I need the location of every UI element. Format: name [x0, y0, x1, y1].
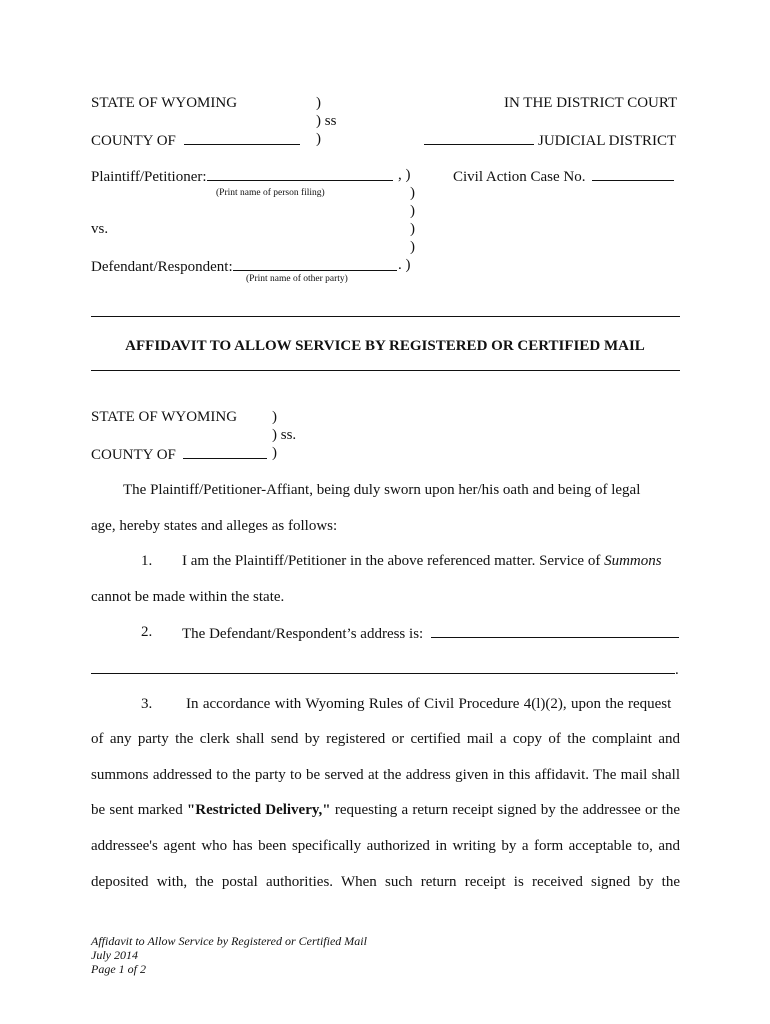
address-line-2	[91, 659, 679, 679]
civil-action-label: Civil Action Case No.	[453, 169, 586, 185]
caption-county-label: COUNTY OF	[91, 133, 176, 149]
case-number-blank[interactable]	[592, 166, 674, 181]
plaintiff-label: Plaintiff/Petitioner:	[91, 169, 207, 185]
item-3-number: 3.	[141, 696, 153, 712]
venue-county-blank[interactable]	[183, 444, 267, 459]
caption-county	[91, 130, 300, 150]
civil-action-line	[453, 166, 674, 186]
venue-state: STATE OF WYOMING	[91, 409, 238, 425]
defendant-line	[91, 256, 397, 276]
footer-date: July 2014	[91, 948, 138, 962]
plaintiff-paren: , )	[398, 167, 411, 183]
intro-line-1: The Plaintiff/Petitioner-Affiant, being duly sworn upon her/his oath and being of legal	[123, 482, 641, 498]
judicial-district-label: JUDICIAL DISTRICT	[538, 133, 677, 149]
footer-page: Page 1 of 2	[91, 962, 146, 976]
venue-paren: )	[272, 409, 277, 425]
venue-county-label: COUNTY OF	[91, 447, 176, 463]
title-rule-top	[91, 316, 680, 317]
caption-ss: ) ss	[316, 113, 337, 129]
item-1-body: I am the Plaintiff/Petitioner in the above referenced matter. Service of	[182, 553, 601, 569]
item-3-line-3: summons addressed to the party to be served at the address given in this affidavit. The mail shall	[91, 767, 680, 783]
address-blank-1[interactable]	[431, 623, 679, 638]
item-3-line-4-post: requesting a return receipt signed by the addressee or the	[334, 802, 680, 818]
item-3-line-5: addressee's agent who has been specifically authorized in writing by a form acceptable to, and	[91, 838, 680, 854]
plaintiff-line	[91, 166, 393, 186]
district-blank[interactable]	[424, 130, 534, 145]
plaintiff-blank[interactable]	[207, 166, 393, 181]
caption-paren: )	[410, 239, 415, 255]
county-blank[interactable]	[184, 130, 300, 145]
item-3-line-6: deposited with, the postal authorities. When such return receipt is received signed by the	[91, 874, 680, 890]
footer-title: Affidavit to Allow Service by Registered or Certified Mail	[91, 934, 367, 948]
defendant-label: Defendant/Respondent:	[91, 259, 233, 275]
title-rule-bottom	[91, 370, 680, 371]
address-end: .	[675, 662, 679, 678]
plaintiff-hint: (Print name of person filing)	[216, 188, 325, 198]
venue-county	[91, 444, 267, 464]
item-1-continuation: cannot be made within the state.	[91, 589, 285, 605]
defendant-blank[interactable]	[233, 256, 397, 271]
item-3-line-4	[91, 802, 680, 819]
address-blank-2[interactable]	[91, 659, 675, 674]
item-1-number: 1.	[141, 553, 153, 569]
item-2-label: The Defendant/Respondent’s address is:	[182, 626, 424, 642]
item-1-summons: Summons	[604, 553, 662, 569]
intro-line-2: age, hereby states and alleges as follows:	[91, 518, 338, 534]
item-1-text	[182, 552, 662, 570]
document-title: AFFIDAVIT TO ALLOW SERVICE BY REGISTERED OR CERTIFIED MAIL	[125, 338, 645, 354]
defendant-hint: (Print name of other party)	[246, 274, 348, 284]
caption-paren: )	[410, 221, 415, 237]
item-3-line-2: of any party the clerk shall send by registered or certified mail a copy of the complaint and	[91, 731, 680, 747]
judicial-district-line	[424, 130, 676, 150]
court-name: IN THE DISTRICT COURT	[504, 95, 678, 111]
venue-paren: )	[272, 445, 277, 461]
restricted-delivery: "Restricted Delivery,"	[186, 802, 331, 818]
caption-paren: )	[316, 131, 321, 147]
defendant-paren: . )	[398, 257, 411, 273]
item-3-line-4-pre: be sent marked	[91, 802, 183, 818]
item-3-line-1: In accordance with Wyoming Rules of Civil Procedure 4(l)(2), upon the request	[186, 696, 672, 712]
caption-paren: )	[410, 203, 415, 219]
caption-paren: )	[316, 95, 321, 111]
venue-ss: ) ss.	[272, 427, 297, 443]
item-2-text	[182, 623, 679, 643]
caption-state: STATE OF WYOMING	[91, 95, 238, 111]
item-2-number: 2.	[141, 624, 153, 640]
caption-paren: )	[410, 185, 415, 201]
vs-label: vs.	[91, 221, 109, 237]
